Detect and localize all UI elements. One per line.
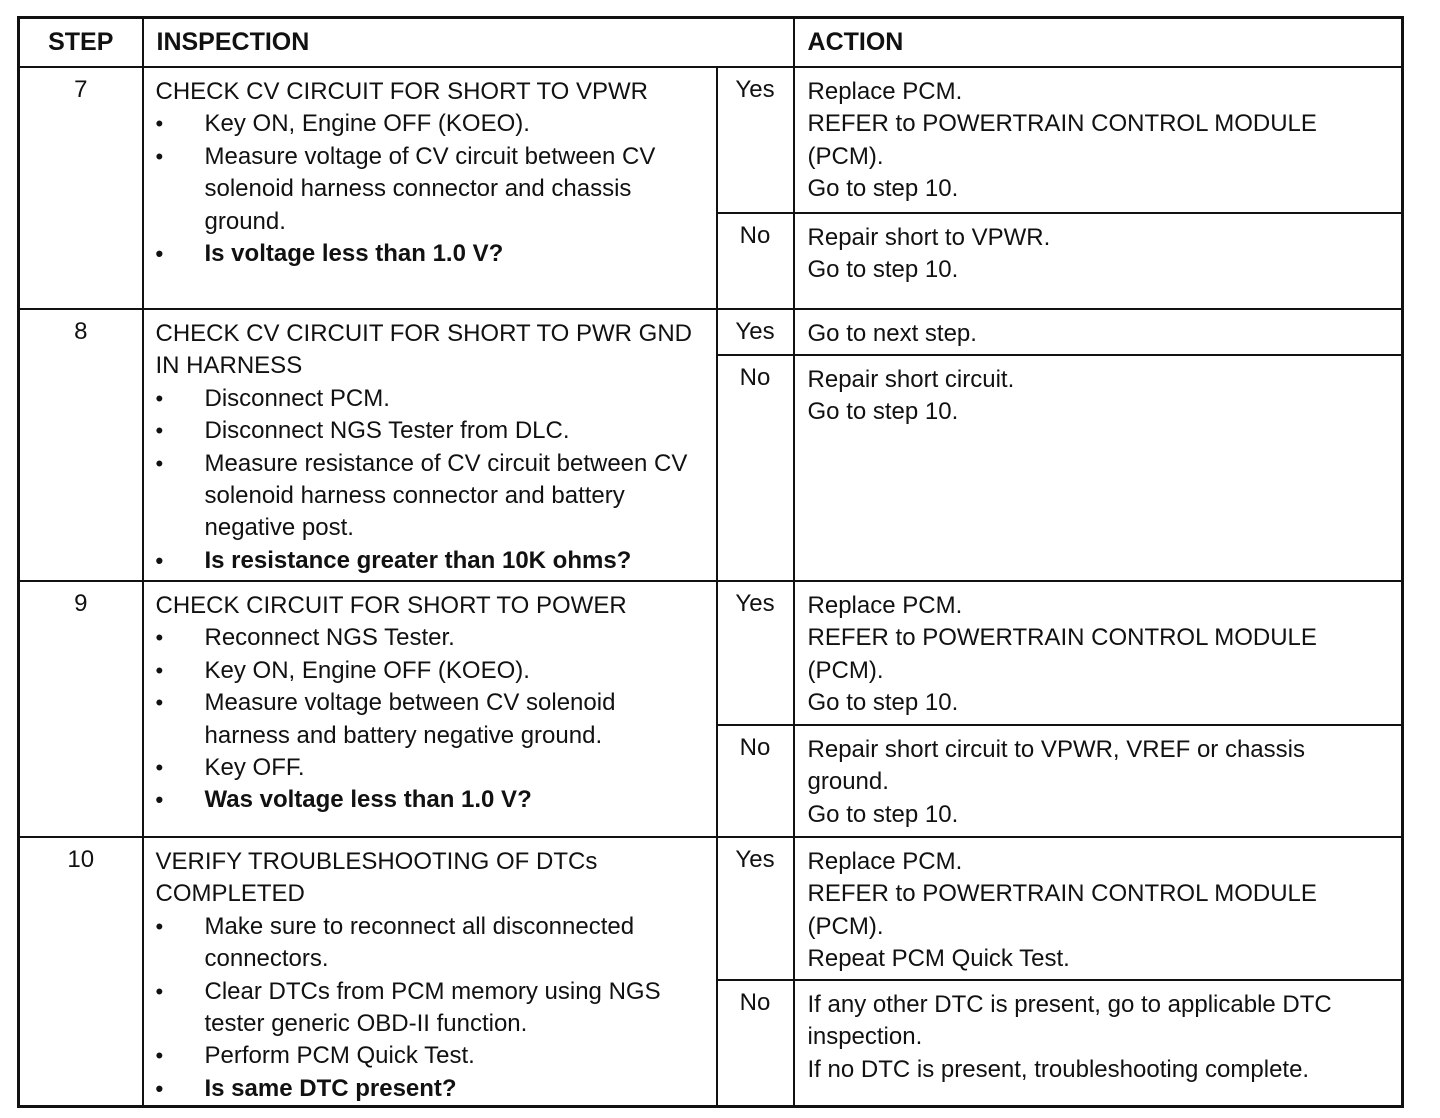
inspection-question: • Was voltage less than 1.0 V?: [156, 784, 706, 816]
table-row: [19, 581, 1403, 725]
no-label: No: [717, 355, 794, 581]
table-row: [19, 309, 1403, 355]
inspection-cell: [143, 67, 717, 309]
no-label: No: [717, 213, 794, 309]
inspection-bullet: • Measure resistance of CV circuit between CV solenoid harness connector and battery negative post.: [156, 448, 706, 545]
inspection-bullets: [156, 911, 706, 1105]
yes-label: Yes: [717, 309, 794, 355]
action-line: Repeat PCM Quick Test.: [807, 945, 1070, 973]
action-line: Replace PCM.: [807, 848, 963, 875]
action-line: Go to next step.: [807, 320, 977, 347]
inspection-title: CHECK CIRCUIT FOR SHORT TO POWER: [155, 592, 627, 619]
inspection-bullet: • Clear DTCs from PCM memory using NGS tester generic OBD-II function.: [156, 976, 706, 1041]
action-line: Go to step 10.: [807, 175, 959, 203]
action-line: If any other DTC is present, go to applicable DTC inspection.: [807, 990, 1332, 1051]
inspection-bullet: • Disconnect NGS Tester from DLC.: [156, 415, 706, 447]
table-row: [19, 67, 1403, 213]
inspection-bullet: • Disconnect PCM.: [156, 383, 706, 415]
inspection-bullet: • Measure voltage of CV circuit between CV solenoid harness connector and chassis ground.: [156, 141, 706, 238]
action-line: Replace PCM.: [807, 592, 963, 619]
inspection-question: • Is resistance greater than 10K ohms?: [156, 545, 706, 577]
header-row: [19, 18, 1403, 68]
action-line: Go to step 10.: [807, 800, 959, 828]
step-number: 10: [19, 837, 143, 1107]
yes-action: [794, 67, 1403, 213]
inspection-bullet: • Perform PCM Quick Test.: [156, 1040, 706, 1072]
step-number: 9: [19, 581, 143, 837]
header-step: STEP: [19, 18, 143, 68]
yes-label: Yes: [717, 67, 794, 213]
inspection-title: VERIFY TROUBLESHOOTING OF DTCs COMPLETED: [155, 848, 598, 908]
inspection-bullet: • Measure voltage between CV solenoid harness and battery negative ground.: [156, 687, 706, 752]
inspection-bullet: • Reconnect NGS Tester.: [156, 622, 706, 654]
step-number: 7: [19, 67, 143, 309]
yes-action: [794, 309, 1403, 355]
header-action: ACTION: [794, 18, 1403, 68]
no-action: [794, 980, 1403, 1107]
inspection-bullets: [156, 622, 706, 816]
table-row: [19, 837, 1403, 980]
action-line: REFER to POWERTRAIN CONTROL MODULE (PCM).: [807, 624, 1317, 684]
no-action: [794, 213, 1403, 309]
no-action: [794, 355, 1403, 581]
no-action: [794, 725, 1403, 837]
action-line: Go to step 10.: [807, 398, 959, 426]
no-label: No: [717, 725, 794, 837]
diagnostic-table: [17, 16, 1404, 1108]
inspection-title: CHECK CV CIRCUIT FOR SHORT TO VPWR: [155, 78, 649, 105]
inspection-title: CHECK CV CIRCUIT FOR SHORT TO PWR GND IN HARNESS: [155, 320, 692, 380]
inspection-cell: [143, 309, 717, 581]
action-line: Repair short to VPWR.: [807, 224, 1051, 251]
inspection-cell: [143, 837, 717, 1107]
header-inspection: INSPECTION: [143, 18, 794, 68]
inspection-bullet: • Key ON, Engine OFF (KOEO).: [156, 108, 706, 140]
inspection-bullets: [156, 108, 706, 270]
inspection-bullet: • Key ON, Engine OFF (KOEO).: [156, 655, 706, 687]
action-line: REFER to POWERTRAIN CONTROL MODULE (PCM).: [807, 880, 1317, 940]
action-line: Go to step 10.: [807, 689, 959, 717]
action-line: Replace PCM.: [807, 78, 963, 105]
action-line: Go to step 10.: [807, 256, 959, 284]
no-label: No: [717, 980, 794, 1107]
inspection-bullets: [156, 383, 706, 577]
inspection-cell: [143, 581, 717, 837]
step-number: 8: [19, 309, 143, 581]
yes-label: Yes: [717, 837, 794, 980]
yes-action: [794, 581, 1403, 725]
yes-action: [794, 837, 1403, 980]
action-line: Repair short circuit.: [807, 366, 1015, 393]
inspection-bullet: • Key OFF.: [156, 752, 706, 784]
yes-label: Yes: [717, 581, 794, 725]
inspection-question: • Is voltage less than 1.0 V?: [156, 238, 706, 270]
inspection-bullet: • Make sure to reconnect all disconnected connectors.: [156, 911, 706, 976]
action-line: REFER to POWERTRAIN CONTROL MODULE (PCM).: [807, 110, 1317, 170]
inspection-question: • Is same DTC present?: [156, 1073, 706, 1105]
action-line: If no DTC is present, troubleshooting complete.: [807, 1055, 1310, 1083]
action-line: Repair short circuit to VPWR, VREF or chassis ground.: [807, 736, 1305, 796]
